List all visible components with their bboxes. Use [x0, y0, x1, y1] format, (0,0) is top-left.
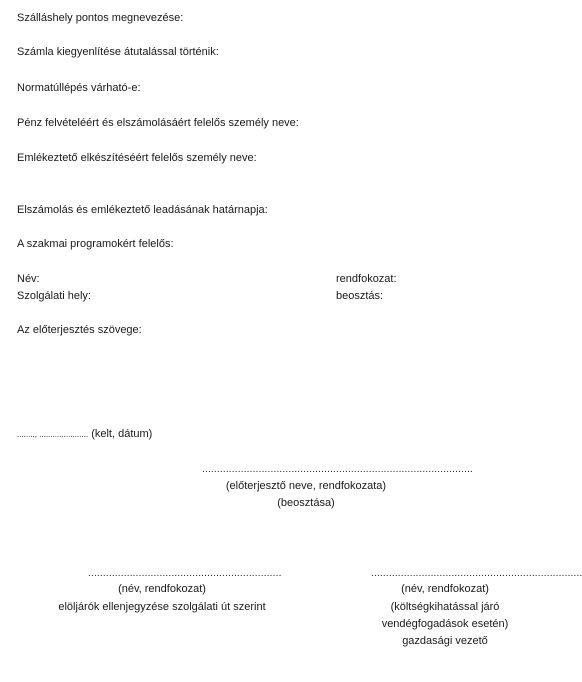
position-label: beosztás: — [336, 290, 384, 302]
proposal-text-label: Az előterjesztés szövege: — [17, 324, 142, 336]
left-name-rank: (név, rendfokozat) — [118, 583, 206, 595]
proposer-signature-line: ........................................................................................... — [202, 464, 474, 475]
proposer-name-rank: (előterjesztő neve, rendfokozata) — [225, 480, 387, 492]
date-label: (kelt, dátum) — [91, 428, 153, 440]
rank-label: rendfokozat: — [336, 273, 397, 285]
norm-overrun-label: Normatúllépés várható-e: — [17, 82, 141, 94]
right-name-rank: (név, rendfokozat) — [401, 583, 489, 595]
invoice-transfer-label: Számla kiegyenlítése átutalással történik: — [17, 46, 219, 58]
right-finance-manager: gazdasági vezető — [402, 635, 488, 647]
left-endorsement-text: elöljárók ellenjegyzése szolgálati út szerint — [58, 601, 266, 613]
right-condition-line2: vendégfogadások esetén) — [381, 618, 509, 630]
memo-responsible-label: Emlékeztető elkészítéséért felelős személy neve: — [17, 152, 257, 164]
service-place-label: Szolgálati hely: — [17, 290, 91, 302]
right-signature-line: ....................................................................... — [371, 568, 582, 579]
proposer-position: (beosztása) — [277, 497, 335, 509]
program-responsible-label: A szakmai programokért felelős: — [17, 238, 174, 250]
accommodation-name-label: Szálláshely pontos megnevezése: — [17, 12, 184, 24]
date-line — [17, 428, 152, 441]
name-label: Név: — [17, 273, 40, 285]
right-condition-line1: (költségkihatással járó — [390, 601, 500, 613]
left-signature-line: ................................................................. — [88, 568, 282, 579]
money-responsible-label: Pénz felvételéért és elszámolásáért felelős személy neve: — [17, 117, 299, 129]
deadline-label: Elszámolás és emlékeztető leadásának határnapja: — [17, 204, 268, 216]
date-placeholder: ........, ...................... — [17, 430, 89, 439]
